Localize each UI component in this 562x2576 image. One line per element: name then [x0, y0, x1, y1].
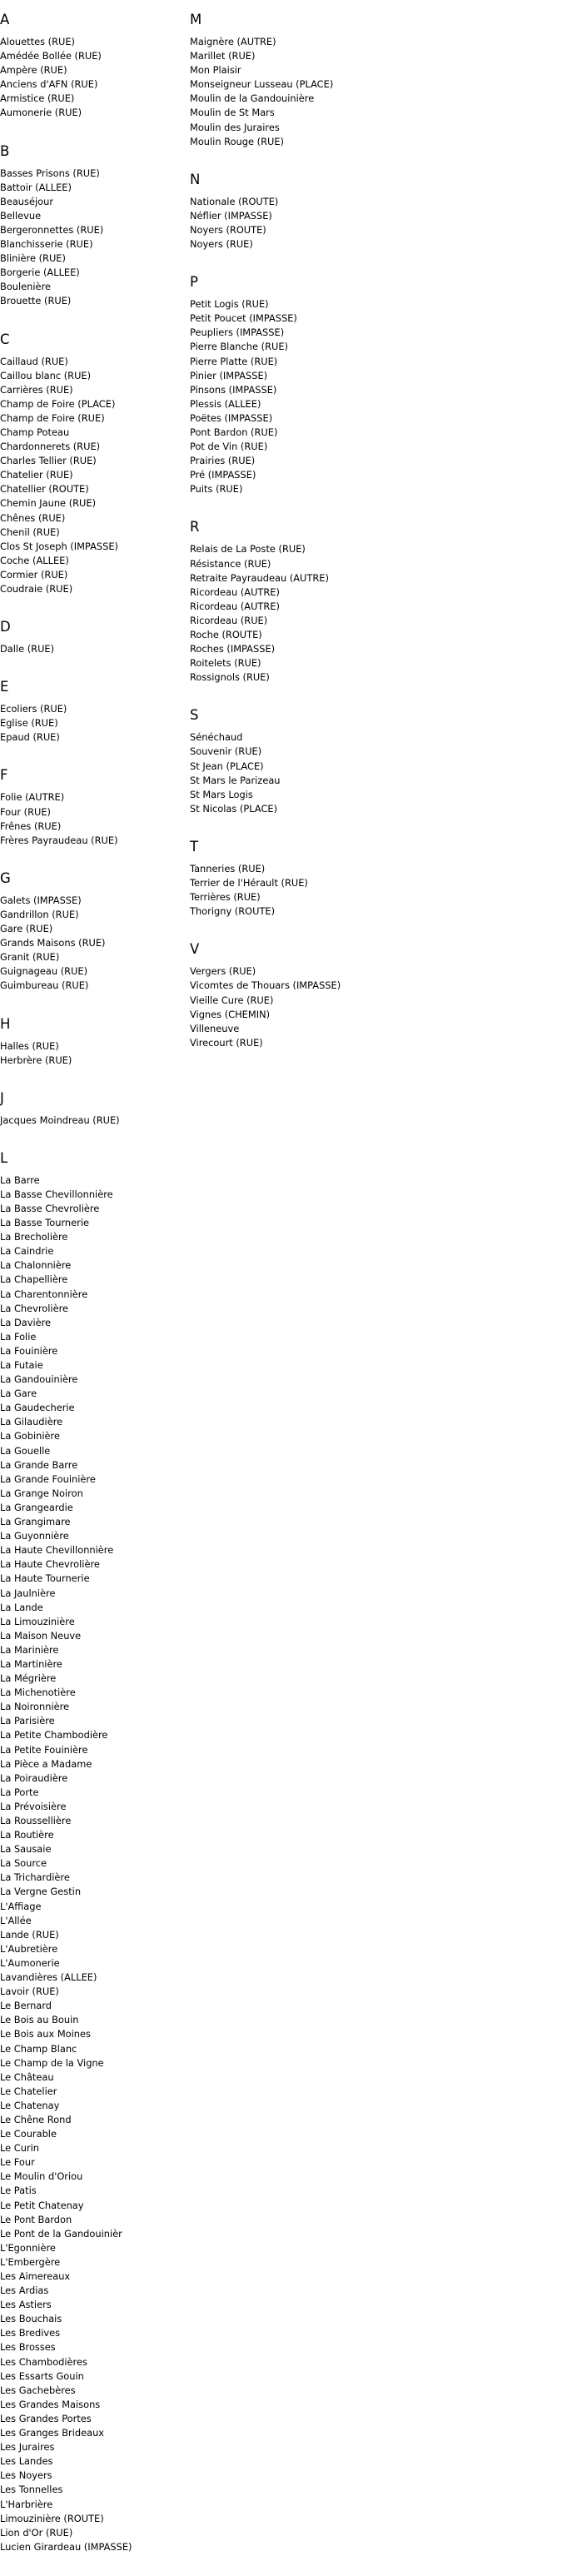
street-link-la-grande-fouiniere[interactable]: La Grande Fouinière — [0, 1472, 96, 1485]
street-link-ampere-rue[interactable]: Ampère (RUE) — [0, 64, 67, 77]
letter-group-t — [190, 838, 556, 919]
street-link-les-brosses[interactable]: Les Brosses — [0, 2341, 56, 2354]
street-link-chatellier-route[interactable]: Chatellier (ROUTE) — [0, 483, 89, 496]
street-link-la-gaudecherie[interactable]: La Gaudecherie — [0, 1402, 75, 1414]
street-link-lande-rue[interactable]: Lande (RUE) — [0, 1928, 59, 1941]
left-column — [0, 0, 187, 2576]
street-link-le-chene-rond[interactable]: Le Chêne Rond — [0, 2113, 72, 2125]
street-link-l-allee[interactable]: L'Allée — [0, 1914, 32, 1926]
street-link-la-poiraudiere[interactable]: La Poiraudière — [0, 1771, 68, 1784]
street-link-neflier-impasse[interactable]: Néflier (IMPASSE) — [190, 209, 272, 222]
street-link-coche-allee[interactable]: Coche (ALLEE) — [0, 554, 69, 566]
street-link-noyers-rue[interactable]: Noyers (RUE) — [190, 238, 253, 251]
street-link-marillet-rue[interactable]: Marillet (RUE) — [190, 50, 256, 62]
street-link-bliniere-rue[interactable]: Blinière (RUE) — [0, 252, 66, 265]
street-link-four-rue[interactable]: Four (RUE) — [0, 805, 51, 818]
street-link-la-grande-barre[interactable]: La Grande Barre — [0, 1458, 78, 1471]
letter-heading-t: T — [190, 838, 199, 855]
street-link-les-granges-brideaux[interactable]: Les Granges Brideaux — [0, 2427, 105, 2439]
street-link-roches-impasse[interactable]: Roches (IMPASSE) — [190, 643, 276, 655]
street-link-la-daviere[interactable]: La Davière — [0, 1316, 52, 1328]
street-link-les-noyers[interactable]: Les Noyers — [0, 2469, 52, 2482]
street-list — [0, 790, 187, 847]
street-list — [0, 894, 187, 994]
letter-group-j — [0, 1089, 187, 1128]
street-list — [0, 1173, 187, 2554]
street-link-pont-bardon-rue[interactable]: Pont Bardon (RUE) — [190, 426, 278, 438]
street-link-clos-st-joseph-impasse[interactable]: Clos St Joseph (IMPASSE) — [0, 540, 118, 552]
street-link-la-michenotiere[interactable]: La Michenotière — [0, 1687, 76, 1699]
street-link-l-aubretiere[interactable]: L'Aubretière — [0, 1942, 58, 1955]
street-link-le-bernard[interactable]: Le Bernard — [0, 2000, 52, 2012]
street-link-la-fouiniere[interactable]: La Fouinière — [0, 1344, 58, 1357]
street-link-le-petit-chatenay[interactable]: Le Petit Chatenay — [0, 2199, 84, 2211]
street-link-la-gandouiniere[interactable]: La Gandouinière — [0, 1373, 78, 1386]
street-link-les-essarts-gouin[interactable]: Les Essarts Gouin — [0, 2369, 84, 2382]
street-link-la-grangeardie[interactable]: La Grangeardie — [0, 1501, 73, 1513]
street-link-les-bredives[interactable]: Les Bredives — [0, 2327, 61, 2339]
street-link-la-petite-fouiniere[interactable]: La Petite Fouinière — [0, 1743, 88, 1756]
street-link-st-mars-logis[interactable]: St Mars Logis — [190, 788, 253, 800]
street-list — [190, 542, 556, 685]
street-link-l-affiage[interactable]: L'Affiage — [0, 1900, 42, 1912]
street-link-alouettes-rue[interactable]: Alouettes (RUE) — [0, 36, 75, 47]
letter-group-r — [190, 518, 556, 685]
street-link-le-moulin-d-oriou[interactable]: Le Moulin d'Oriou — [0, 2170, 83, 2183]
street-link-les-bouchais[interactable]: Les Bouchais — [0, 2313, 62, 2325]
street-link-blanchisserie-rue[interactable]: Blanchisserie (RUE) — [0, 238, 93, 251]
letter-heading-m: M — [190, 12, 202, 27]
letter-heading-l: L — [0, 1149, 8, 1166]
street-link-roche-route[interactable]: Roche (ROUTE) — [190, 629, 262, 640]
street-link-frenes-rue[interactable]: Frênes (RUE) — [0, 820, 62, 832]
street-list — [0, 642, 187, 656]
letter-group-m — [190, 11, 556, 149]
street-link-lion-d-or-rue[interactable]: Lion d'Or (RUE) — [0, 2526, 73, 2539]
letter-heading-r: R — [190, 519, 200, 536]
street-link-l-egonniere[interactable]: L'Egonnière — [0, 2241, 56, 2254]
street-link-le-champ-blanc[interactable]: Le Champ Blanc — [0, 2042, 77, 2055]
street-link-l-embergere[interactable]: L'Embergère — [0, 2255, 61, 2268]
street-link-virecourt-rue[interactable]: Virecourt (RUE) — [190, 1036, 263, 1049]
street-list — [0, 1039, 187, 1068]
street-link-la-limouziniere[interactable]: La Limouzinière — [0, 1615, 75, 1627]
street-link-ecoliers-rue[interactable]: Ecoliers (RUE) — [0, 703, 67, 715]
street-link-les-ardias[interactable]: Les Ardias — [0, 2285, 49, 2297]
street-link-pinsons-impasse[interactable]: Pinsons (IMPASSE) — [190, 383, 277, 396]
street-list — [0, 1114, 187, 1128]
letter-group-l — [0, 1149, 187, 2554]
street-link-vignes-chemin[interactable]: Vignes (CHEMIN) — [190, 1008, 271, 1020]
street-link-la-routiere[interactable]: La Routière — [0, 1829, 54, 1841]
street-link-vergers-rue[interactable]: Vergers (RUE) — [190, 965, 256, 978]
letter-group-d — [0, 618, 187, 656]
street-link-ricordeau-rue[interactable]: Ricordeau (RUE) — [190, 614, 268, 626]
street-link-guimbureau-rue[interactable]: Guimbureau (RUE) — [0, 979, 89, 992]
street-link-chenes-rue[interactable]: Chênes (RUE) — [0, 511, 66, 524]
street-list — [0, 355, 187, 597]
street-link-terrier-de-l-herault-rue[interactable]: Terrier de l'Hérault (RUE) — [190, 877, 308, 889]
right-column — [190, 0, 556, 1072]
street-link-le-chatenay[interactable]: Le Chatenay — [0, 2099, 60, 2111]
street-link-la-grangimare[interactable]: La Grangimare — [0, 1516, 71, 1528]
letter-heading-e: E — [0, 679, 9, 695]
street-link-vieille-cure-rue[interactable]: Vieille Cure (RUE) — [190, 994, 274, 1006]
street-link-bellevue[interactable]: Bellevue — [0, 209, 42, 222]
street-link-la-rousselliere[interactable]: La Roussellière — [0, 1815, 72, 1826]
street-link-la-chapelliere[interactable]: La Chapellière — [0, 1273, 68, 1286]
street-link-beausejour[interactable]: Beauséjour — [0, 195, 53, 207]
letter-heading-g: G — [0, 869, 11, 886]
letter-heading-n: N — [190, 171, 201, 187]
street-link-battoir-allee[interactable]: Battoir (ALLEE) — [0, 181, 72, 193]
street-link-le-courable[interactable]: Le Courable — [0, 2128, 57, 2140]
street-link-les-grandes-maisons[interactable]: Les Grandes Maisons — [0, 2398, 101, 2410]
letter-heading-d: D — [0, 619, 11, 635]
letter-group-f — [0, 766, 187, 847]
street-link-chemin-jaune-rue[interactable]: Chemin Jaune (RUE) — [0, 497, 97, 510]
letter-group-n — [190, 171, 556, 252]
letter-heading-a: A — [0, 12, 10, 27]
street-link-prairies-rue[interactable]: Prairies (RUE) — [190, 455, 256, 467]
street-link-lucien-girardeau-impasse[interactable]: Lucien Girardeau (IMPASSE) — [0, 2540, 132, 2553]
street-link-brouette-rue[interactable]: Brouette (RUE) — [0, 295, 72, 307]
street-link-basses-prisons-rue[interactable]: Basses Prisons (RUE) — [0, 167, 100, 179]
street-link-l-aumonerie[interactable]: L'Aumonerie — [0, 1956, 60, 1969]
street-list — [190, 862, 556, 919]
street-link-relais-de-la-poste-rue[interactable]: Relais de La Poste (RUE) — [190, 543, 306, 556]
street-link-le-champ-de-la-vigne[interactable]: Le Champ de la Vigne — [0, 2056, 104, 2069]
street-link-resistance-rue[interactable]: Résistance (RUE) — [190, 557, 271, 570]
street-link-pot-de-vin-rue[interactable]: Pot de Vin (RUE) — [190, 441, 268, 453]
street-link-les-astiers[interactable]: Les Astiers — [0, 2299, 52, 2311]
street-link-les-aimereaux[interactable]: Les Aimereaux — [0, 2270, 71, 2282]
street-link-le-bois-aux-moines[interactable]: Le Bois aux Moines — [0, 2028, 91, 2040]
street-link-halles-rue[interactable]: Halles (RUE) — [0, 1039, 59, 1052]
street-link-herbrere-rue[interactable]: Herbrère (RUE) — [0, 1054, 72, 1066]
street-link-la-haute-tournerie[interactable]: La Haute Tournerie — [0, 1572, 90, 1585]
street-link-borgerie-allee[interactable]: Borgerie (ALLEE) — [0, 267, 80, 279]
street-link-gare-rue[interactable]: Gare (RUE) — [0, 923, 53, 935]
letter-heading-v: V — [190, 941, 200, 958]
street-link-st-mars-le-parizeau[interactable]: St Mars le Parizeau — [190, 774, 281, 786]
street-link-l-harbriere[interactable]: L'Harbrière — [0, 2498, 53, 2510]
street-link-la-chalonniere[interactable]: La Chalonnière — [0, 1259, 72, 1272]
street-link-les-tonnelles[interactable]: Les Tonnelles — [0, 2484, 63, 2496]
street-link-thorigny-route[interactable]: Thorigny (ROUTE) — [190, 905, 276, 918]
letter-group-p — [190, 273, 556, 496]
street-link-la-basse-chevroliere[interactable]: La Basse Chevrolière — [0, 1202, 100, 1214]
street-link-la-sausaie[interactable]: La Sausaie — [0, 1843, 52, 1856]
street-list — [190, 730, 556, 816]
letter-group-c — [0, 331, 187, 597]
letter-group-s — [190, 706, 556, 816]
street-link-moulin-des-juraires[interactable]: Moulin des Juraires — [190, 121, 280, 133]
street-link-les-grandes-portes[interactable]: Les Grandes Portes — [0, 2412, 92, 2424]
street-link-coudraie-rue[interactable]: Coudraie (RUE) — [0, 583, 73, 595]
street-link-moulin-de-st-mars[interactable]: Moulin de St Mars — [190, 107, 275, 119]
street-link-peupliers-impasse[interactable]: Peupliers (IMPASSE) — [190, 326, 285, 339]
street-link-ricordeau-autre[interactable]: Ricordeau (AUTRE) — [190, 585, 280, 598]
street-link-la-lande[interactable]: La Lande — [0, 1601, 43, 1613]
street-link-caillou-blanc-rue[interactable]: Caillou blanc (RUE) — [0, 369, 92, 381]
street-link-aumonerie-rue[interactable]: Aumonerie (RUE) — [0, 107, 82, 119]
street-link-grands-maisons-rue[interactable]: Grands Maisons (RUE) — [0, 937, 106, 949]
street-link-moulin-de-la-gandouiniere[interactable]: Moulin de la Gandouinière — [190, 92, 315, 105]
street-link-la-vergne-gestin[interactable]: La Vergne Gestin — [0, 1886, 82, 1898]
street-link-retraite-payraudeau-autre[interactable]: Retraite Payraudeau (AUTRE) — [190, 571, 329, 584]
street-link-nationale-route[interactable]: Nationale (ROUTE) — [190, 195, 279, 207]
street-link-chardonnerets-rue[interactable]: Chardonnerets (RUE) — [0, 441, 101, 453]
street-link-la-folie[interactable]: La Folie — [0, 1330, 37, 1343]
street-list — [190, 964, 556, 1050]
street-link-poetes-impasse[interactable]: Poëtes (IMPASSE) — [190, 411, 273, 424]
letter-group-g — [0, 869, 187, 994]
street-link-villeneuve[interactable]: Villeneuve — [190, 1022, 240, 1034]
street-link-la-futaie[interactable]: La Futaie — [0, 1359, 43, 1371]
letter-group-v — [190, 940, 556, 1050]
street-link-les-juraires[interactable]: Les Juraires — [0, 2441, 55, 2454]
street-link-la-maison-neuve[interactable]: La Maison Neuve — [0, 1629, 82, 1642]
street-link-la-gilaudiere[interactable]: La Gilaudière — [0, 1416, 63, 1428]
street-link-jacques-moindreau-rue[interactable]: Jacques Moindreau (RUE) — [0, 1114, 120, 1126]
street-link-champ-poteau[interactable]: Champ Poteau — [0, 426, 70, 438]
street-link-eglise-rue[interactable]: Eglise (RUE) — [0, 717, 58, 730]
street-link-charles-tellier-rue[interactable]: Charles Tellier (RUE) — [0, 455, 97, 467]
street-link-plessis-allee[interactable]: Plessis (ALLEE) — [190, 397, 261, 410]
street-link-le-patis[interactable]: Le Patis — [0, 2185, 37, 2197]
street-link-la-barre[interactable]: La Barre — [0, 1173, 40, 1186]
street-link-ricordeau-autre[interactable]: Ricordeau (AUTRE) — [190, 600, 280, 612]
street-link-le-chatelier[interactable]: Le Chatelier — [0, 2085, 57, 2097]
street-link-la-jaulniere[interactable]: La Jaulnière — [0, 1587, 56, 1599]
letter-group-h — [0, 1015, 187, 1068]
street-link-st-nicolas-place[interactable]: St Nicolas (PLACE) — [190, 802, 278, 815]
street-link-la-prevoisiere[interactable]: La Prévoisière — [0, 1800, 67, 1812]
street-link-mon-plaisir[interactable]: Mon Plaisir — [190, 64, 241, 77]
street-link-la-chevroliere[interactable]: La Chevrolière — [0, 1302, 69, 1314]
street-link-la-haute-chevroliere[interactable]: La Haute Chevrolière — [0, 1558, 100, 1571]
street-link-epaud-rue[interactable]: Epaud (RUE) — [0, 731, 60, 744]
street-link-lavoir-rue[interactable]: Lavoir (RUE) — [0, 1986, 59, 1998]
street-link-le-chateau[interactable]: Le Château — [0, 2070, 54, 2083]
street-link-la-parisiere[interactable]: La Parisière — [0, 1715, 55, 1727]
street-link-amedee-bollee-rue[interactable]: Amédée Bollée (RUE) — [0, 50, 102, 62]
street-link-caillaud-rue[interactable]: Caillaud (RUE) — [0, 355, 68, 367]
street-link-les-chambodieres[interactable]: Les Chambodières — [0, 2355, 87, 2368]
street-link-moulin-rouge-rue[interactable]: Moulin Rouge (RUE) — [190, 135, 284, 147]
street-link-la-source[interactable]: La Source — [0, 1857, 47, 1870]
street-link-lavandieres-allee[interactable]: Lavandières (ALLEE) — [0, 1971, 97, 1984]
letter-heading-p: P — [190, 274, 198, 291]
street-link-les-gacheberes[interactable]: Les Gachebères — [0, 2384, 76, 2396]
street-list — [0, 167, 187, 309]
street-link-la-basse-chevillonniere[interactable]: La Basse Chevillonnière — [0, 1188, 113, 1200]
street-list — [0, 702, 187, 745]
street-link-bouleniere[interactable]: Boulenière — [0, 281, 52, 293]
street-link-petit-poucet-impasse[interactable]: Petit Poucet (IMPASSE) — [190, 312, 297, 325]
street-link-la-mariniere[interactable]: La Marinière — [0, 1643, 59, 1656]
street-list — [190, 297, 556, 496]
street-link-les-landes[interactable]: Les Landes — [0, 2455, 53, 2468]
street-link-la-martiniere[interactable]: La Martinière — [0, 1657, 62, 1670]
street-link-chenil-rue[interactable]: Chenil (RUE) — [0, 526, 60, 538]
street-link-la-grange-noiron[interactable]: La Grange Noiron — [0, 1487, 83, 1499]
street-link-noyers-route[interactable]: Noyers (ROUTE) — [190, 223, 266, 236]
street-link-la-guyonniere[interactable]: La Guyonnière — [0, 1530, 69, 1542]
street-link-rossignols-rue[interactable]: Rossignols (RUE) — [190, 671, 270, 684]
street-list — [190, 195, 556, 252]
street-link-la-gobiniere[interactable]: La Gobinière — [0, 1430, 60, 1442]
street-link-chatelier-rue[interactable]: Chatelier (RUE) — [0, 469, 73, 481]
street-link-roitelets-rue[interactable]: Roitelets (RUE) — [190, 657, 261, 670]
street-link-senechaud[interactable]: Sénéchaud — [190, 731, 243, 744]
street-link-guignageau-rue[interactable]: Guignageau (RUE) — [0, 965, 88, 978]
street-list — [190, 35, 556, 149]
street-link-la-charentonniere[interactable]: La Charentonnière — [0, 1288, 88, 1300]
street-link-terrieres-rue[interactable]: Terrières (RUE) — [190, 891, 261, 904]
letter-heading-c: C — [0, 331, 10, 347]
street-link-la-brecholiere[interactable]: La Brecholière — [0, 1231, 68, 1243]
street-link-le-pont-bardon[interactable]: Le Pont Bardon — [0, 2213, 72, 2225]
street-link-la-caindrie[interactable]: La Caindrie — [0, 1245, 54, 1258]
street-link-monseigneur-lusseau-place[interactable]: Monseigneur Lusseau (PLACE) — [190, 78, 334, 91]
street-link-la-gare[interactable]: La Gare — [0, 1388, 37, 1400]
street-link-limouziniere-route[interactable]: Limouzinière (ROUTE) — [0, 2512, 104, 2524]
letter-group-e — [0, 678, 187, 745]
letter-heading-s: S — [190, 707, 199, 724]
street-link-champ-de-foire-rue[interactable]: Champ de Foire (RUE) — [0, 411, 105, 424]
street-link-pierre-platte-rue[interactable]: Pierre Platte (RUE) — [190, 355, 278, 367]
street-link-puits-rue[interactable]: Puits (RUE) — [190, 483, 243, 496]
street-link-gandrillon-rue[interactable]: Gandrillon (RUE) — [0, 908, 79, 920]
letter-heading-f: F — [0, 767, 8, 784]
street-link-la-trichardiere[interactable]: La Trichardière — [0, 1871, 70, 1884]
street-link-souvenir-rue[interactable]: Souvenir (RUE) — [190, 745, 262, 758]
street-link-st-jean-place[interactable]: St Jean (PLACE) — [190, 760, 264, 772]
letter-group-b — [0, 142, 187, 309]
street-link-la-megriere[interactable]: La Mégrière — [0, 1672, 57, 1685]
street-link-pierre-blanche-rue[interactable]: Pierre Blanche (RUE) — [190, 341, 288, 353]
street-link-carrieres-rue[interactable]: Carrières (RUE) — [0, 383, 73, 396]
letter-group-a — [0, 11, 187, 121]
street-link-vicomtes-de-thouars-impasse[interactable]: Vicomtes de Thouars (IMPASSE) — [190, 979, 341, 992]
street-link-la-gouelle[interactable]: La Gouelle — [0, 1444, 51, 1457]
street-link-maignere-autre[interactable]: Maignère (AUTRE) — [190, 36, 276, 47]
street-link-le-bois-au-bouin[interactable]: Le Bois au Bouin — [0, 2014, 79, 2026]
street-link-dalle-rue[interactable]: Dalle (RUE) — [0, 643, 55, 655]
street-link-galets-impasse[interactable]: Galets (IMPASSE) — [0, 894, 82, 906]
street-list — [0, 35, 187, 121]
street-link-champ-de-foire-place[interactable]: Champ de Foire (PLACE) — [0, 397, 116, 410]
street-link-bergeronnettes-rue[interactable]: Bergeronnettes (RUE) — [0, 223, 104, 236]
street-link-petit-logis-rue[interactable]: Petit Logis (RUE) — [190, 298, 269, 311]
street-link-cormier-rue[interactable]: Cormier (RUE) — [0, 568, 68, 580]
street-link-la-piece-a-madame[interactable]: La Pièce a Madame — [0, 1757, 92, 1770]
street-link-la-haute-chevillonniere[interactable]: La Haute Chevillonnière — [0, 1544, 114, 1557]
street-link-le-curin[interactable]: Le Curin — [0, 2142, 40, 2155]
street-link-le-pont-de-la-gandouinier[interactable]: Le Pont de la Gandouinièr — [0, 2227, 122, 2240]
street-link-anciens-d-afn-rue[interactable]: Anciens d'AFN (RUE) — [0, 78, 98, 91]
street-link-freres-payraudeau-rue[interactable]: Frères Payraudeau (RUE) — [0, 834, 118, 846]
letter-heading-b: B — [0, 142, 10, 159]
street-link-la-porte[interactable]: La Porte — [0, 1786, 39, 1798]
street-link-granit-rue[interactable]: Granit (RUE) — [0, 951, 60, 964]
street-link-tanneries-rue[interactable]: Tanneries (RUE) — [190, 862, 266, 874]
street-link-la-noironniere[interactable]: La Noironnière — [0, 1701, 70, 1713]
street-link-la-petite-chambodiere[interactable]: La Petite Chambodière — [0, 1729, 108, 1741]
letter-heading-h: H — [0, 1015, 11, 1032]
street-link-folie-autre[interactable]: Folie (AUTRE) — [0, 791, 65, 804]
street-link-pre-impasse[interactable]: Pré (IMPASSE) — [190, 469, 256, 481]
street-link-pinier-impasse[interactable]: Pinier (IMPASSE) — [190, 369, 268, 381]
street-link-le-four[interactable]: Le Four — [0, 2156, 35, 2169]
street-link-la-basse-tournerie[interactable]: La Basse Tournerie — [0, 1217, 90, 1229]
letter-heading-j: J — [0, 1089, 4, 1106]
street-link-armistice-rue[interactable]: Armistice (RUE) — [0, 92, 75, 105]
